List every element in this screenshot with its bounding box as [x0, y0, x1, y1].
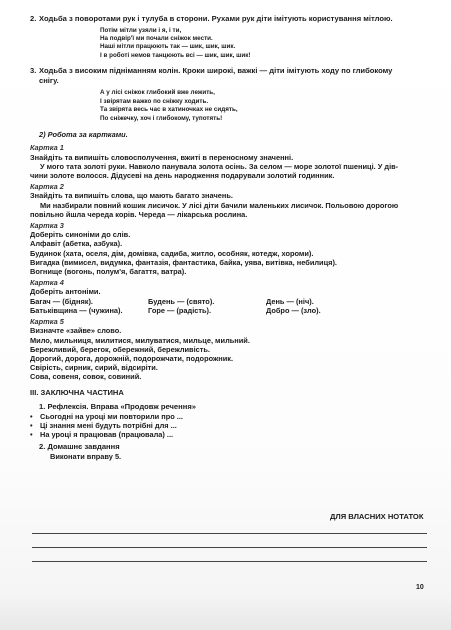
item-text: Ходьба з поворотами рук і тулуба в сторони. Рухами рук діти імітують користування мітлою.: [39, 14, 393, 23]
antonym-cell: Добро — (зло).: [266, 305, 321, 315]
homework-heading: 2. Домашнє завдання: [39, 441, 120, 451]
card-3-task: Доберіть синоніми до слів.: [30, 230, 131, 240]
antonym-cell: Будень — (свято).: [148, 296, 215, 306]
page-shadow: [0, 595, 451, 630]
notes-line: [32, 533, 427, 534]
antonym-cell: День — (ніч).: [266, 296, 314, 306]
page-content: [30, 14, 430, 461]
card-5-line: Сова, совеня, совок, совиний.: [30, 372, 142, 382]
card-5-line: Мило, мильниця, милитися, милуватися, мильце, мильний.: [30, 335, 250, 345]
card-4-task: Доберіть антоніми.: [30, 287, 101, 297]
exercise-item-3: [30, 66, 430, 85]
poem-line: На подвір'ї ми почали сніжок мести.: [100, 35, 213, 42]
antonym-cell: Багач — (бідняк).: [30, 296, 93, 306]
poem-1: [100, 27, 430, 61]
poem-line: І звірятам важко по сніжку ходить.: [100, 97, 209, 105]
page-number: 10: [416, 584, 424, 591]
card-2-text: повільно йшла череда корів. Череда — лікарська рослина.: [30, 209, 248, 219]
card-4-title: Картка 4: [30, 278, 64, 288]
item-number: 3.: [30, 66, 37, 76]
poem-line: А у лісі сніжок глибокий вже лежить,: [100, 89, 215, 97]
notes-line: [32, 547, 427, 548]
card-3-line: Вогнище (вогонь, полум'я, багаття, ватра).: [30, 267, 187, 277]
card-1-task: Знайдіть та випишіть словосполучення, вжиті в переносному значенні.: [30, 152, 294, 162]
card-5-line: Дорогий, дорога, дорожній, подорожчати, подорожник.: [30, 353, 234, 363]
reflection-bullet: • Ці знання мені будуть потрібні для ...: [30, 421, 430, 430]
card-1-text: чини золоте волосся. Дідусеві на день народження подарували золотий годинник.: [30, 171, 335, 181]
card-3-line: Вигадка (вимисел, видумка, фантазія, фантастика, байка, уява, витівка, небилиця).: [30, 257, 337, 267]
homework-text: Виконати вправу 5.: [50, 451, 122, 461]
card-2-text: Ми назбирали повний кошик лисичок. У лісі діти бачили маленьких лисичок. Польовою дорогою: [40, 200, 399, 210]
poem-line: Наші мітли працюють так — шик, шик, шик.: [100, 43, 236, 51]
reflection-heading: 1. Рефлексія. Вправа «Продовж речення»: [39, 401, 196, 411]
reflection-bullet: • Сьогодні на уроці ми повторили про ...: [30, 412, 430, 421]
card-2-task: Знайдіть та випишіть слова, що мають багато значень.: [30, 191, 233, 201]
notes-title: ДЛЯ ВЛАСНИХ НОТАТОК: [330, 512, 424, 521]
poem-line: Та звірята весь час в хатиночках не сидять,: [100, 106, 238, 114]
notes-line: [32, 561, 427, 562]
card-3-line: Алфавіт (абетка, азбука).: [30, 239, 123, 249]
card-5-task: Визначте «зайве» слово.: [30, 326, 122, 336]
part-3-title: ІІІ. ЗАКЛЮЧНА ЧАСТИНА: [30, 387, 124, 397]
antonym-row: [30, 306, 430, 315]
item-text: Ходьба з високим підніманням колін. Кроки широкі, важкі — діти імітують ходу по глибокому: [39, 66, 393, 76]
card-3-line: Будинок (хата, оселя, дім, домівка, садиба, житло, особняк, котедж, хороми).: [30, 248, 314, 258]
poem-line: Потім мітли узяли і я, і ти,: [100, 26, 182, 34]
poem-line: По сніжечку, хоч і глибокому, тупотять!: [100, 114, 223, 122]
item-number: 2.: [30, 14, 37, 23]
card-5-title: Картка 5: [30, 317, 64, 327]
antonym-cell: Батьківщина — (чужина).: [30, 305, 123, 315]
exercise-item-2: [30, 14, 430, 24]
card-1-title: Картка 1: [30, 143, 64, 153]
antonym-cell: Горе — (радість).: [148, 305, 212, 315]
item-text-cont: снігу.: [39, 75, 59, 85]
poem-line: І в роботі немов танцюють всі — шик, шик, шик!: [100, 51, 251, 59]
poem-2: [100, 89, 430, 123]
card-1-text: У мого тата золоті руки. Навколо панувала золота осінь. За селом — море золотої пшениці. У дів-: [40, 161, 399, 171]
card-3-title: Картка 3: [30, 221, 64, 231]
section-cards-heading: 2) Робота за картками.: [39, 130, 128, 140]
card-5-line: Свірість, сирник, сирий, відсиріти.: [30, 363, 158, 373]
card-5-line: Бережливий, берегок, обережний, бережливість.: [30, 344, 210, 354]
card-2-title: Картка 2: [30, 182, 64, 192]
reflection-bullet: • На уроці я працював (працювала) ...: [30, 430, 430, 439]
antonym-row: [30, 297, 430, 306]
